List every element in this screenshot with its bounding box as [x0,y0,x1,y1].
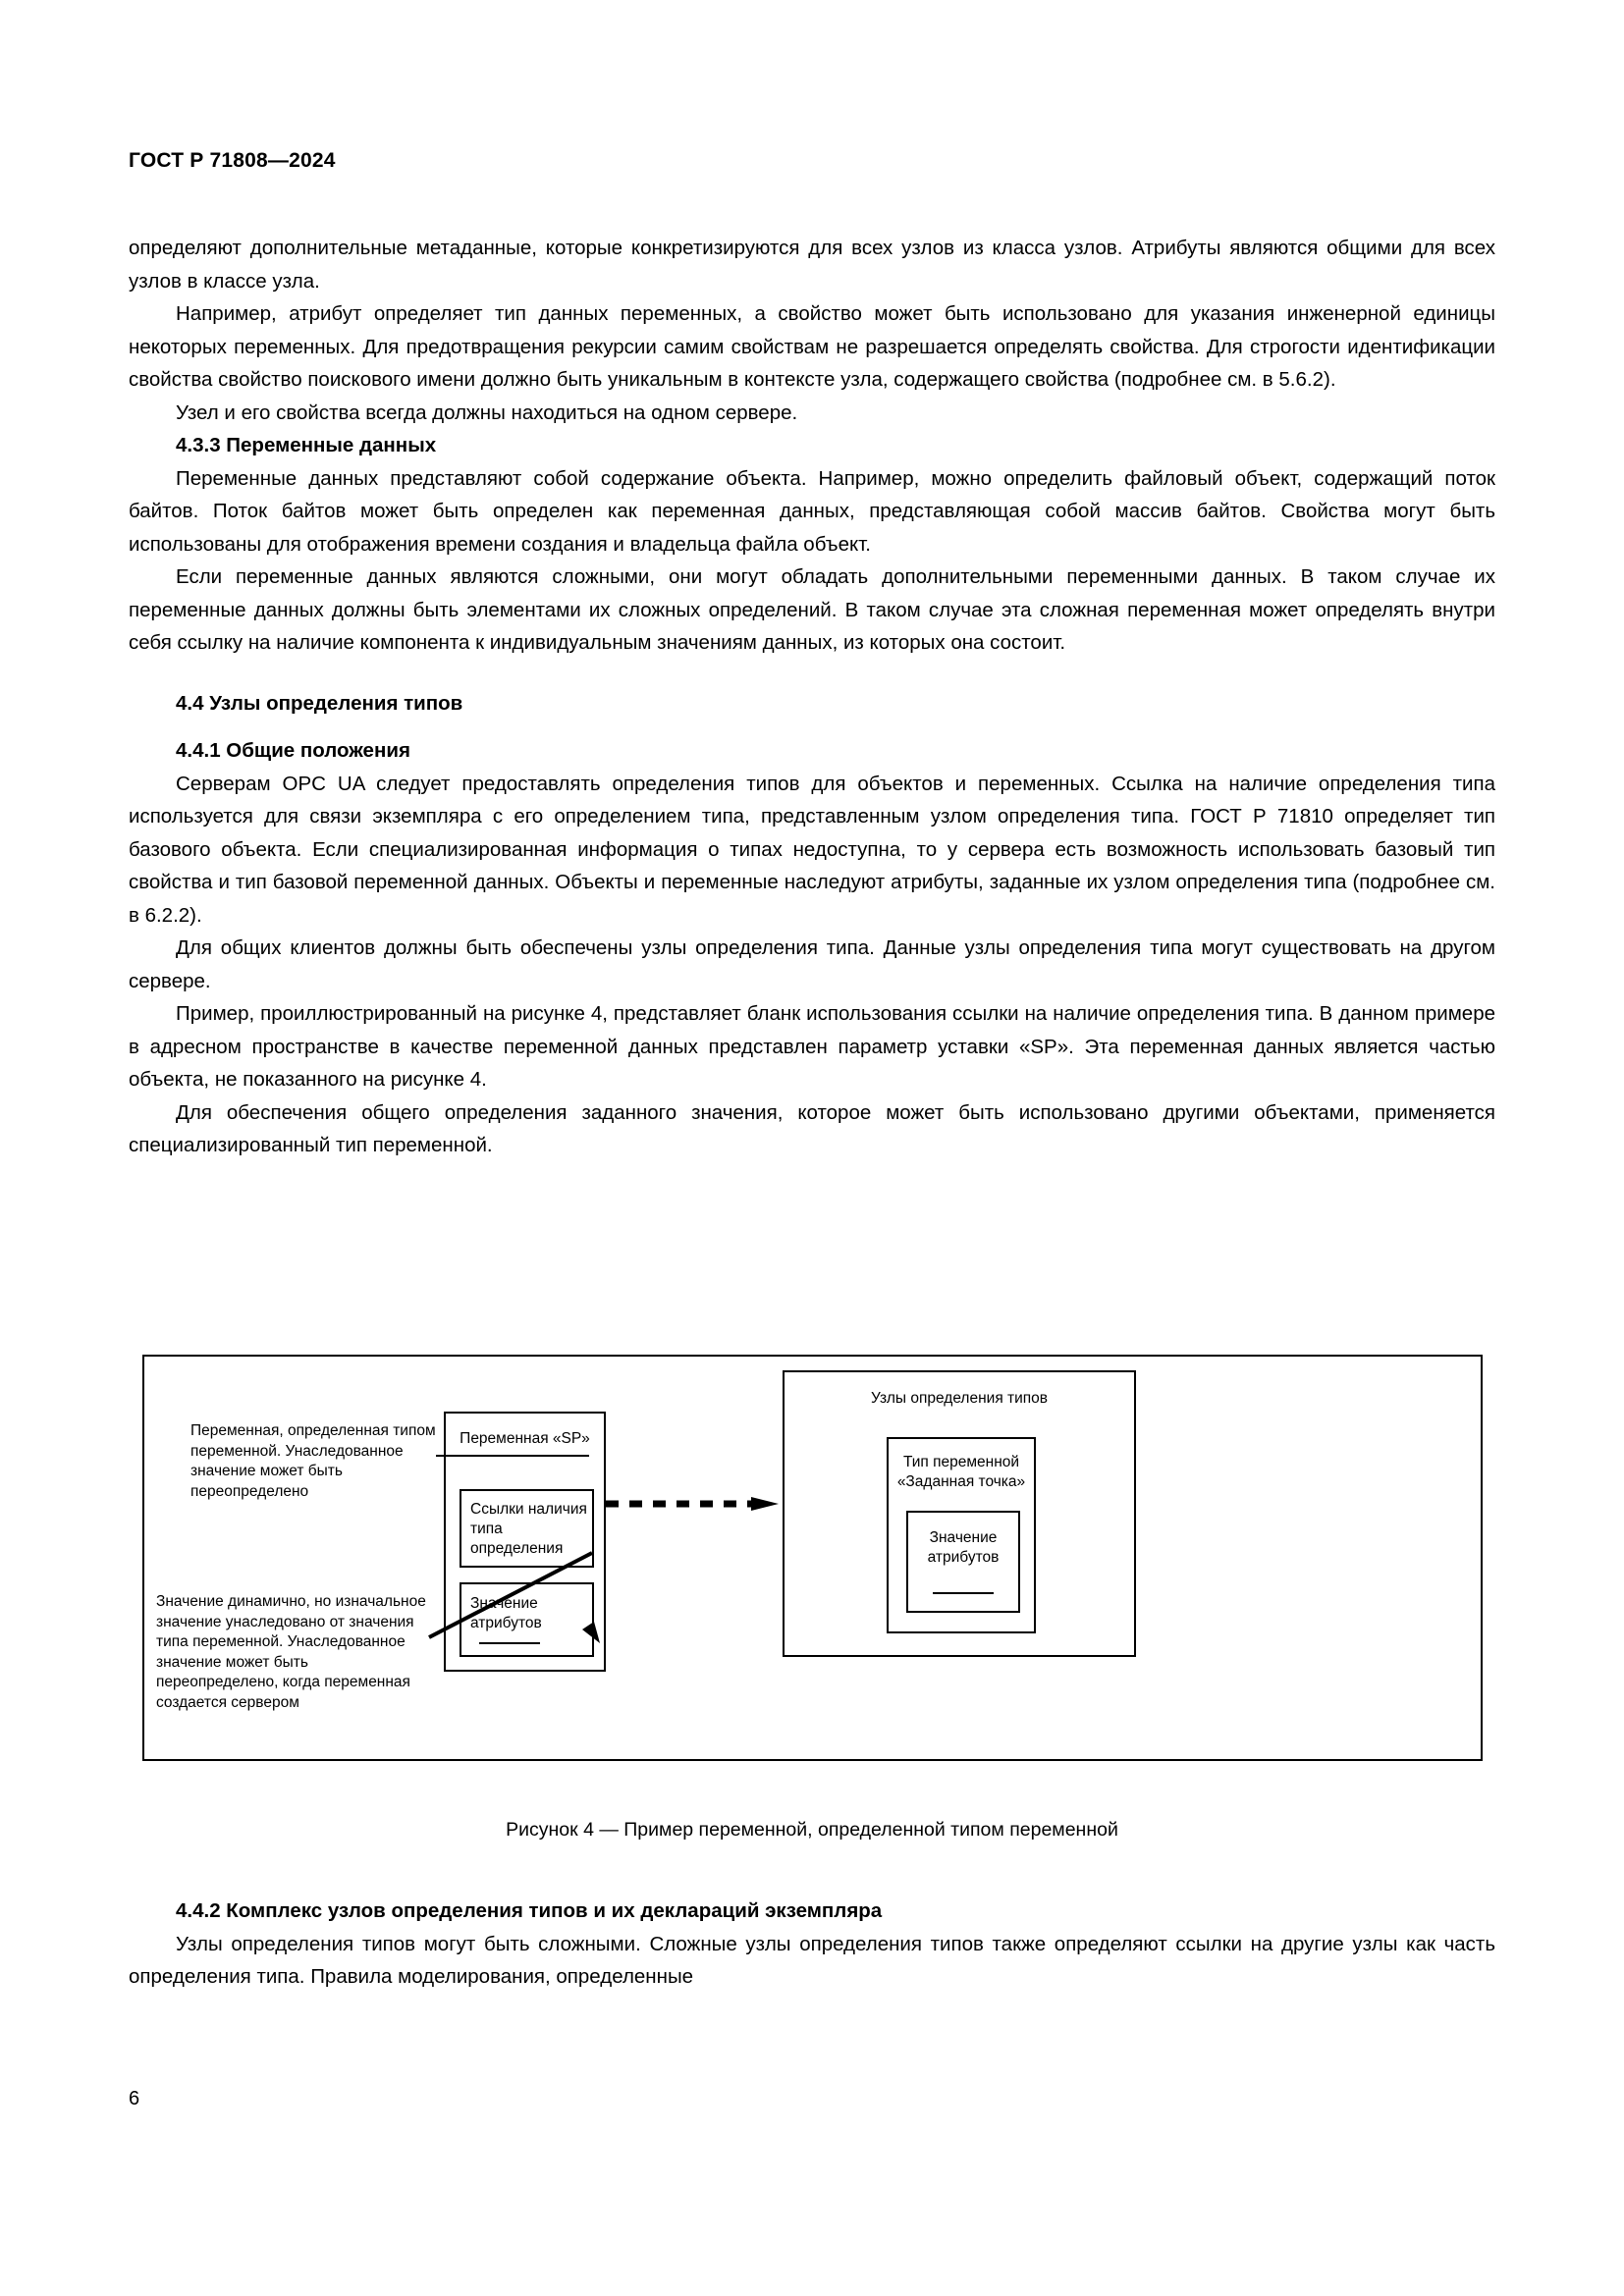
underline-rule [479,1642,540,1644]
attribute-value-box [460,1582,594,1657]
paragraph-5: Если переменные данных являются сложными, они могут обладать дополнительными переменными данных. В таком случае их переменные данных должны быть элементами их сложных определений. В таком случае эта сложная переменная может определять внутри себя ссылку на наличие компонента к индивидуальным значениям данных, из которых она состоит. [129,565,1495,654]
underline-rule [933,1592,994,1594]
standard-header: ГОСТ Р 71808—2024 [129,149,336,172]
figure-4 [142,1355,1483,1761]
paragraph-7: Для общих клиентов должны быть обеспечены узлы определения типа. Данные узлы определения типа могут существовать на другом сервере. [129,936,1495,992]
heading-4-4-2: 4.4.2 Комплекс узлов определения типов и их деклараций экземпляра [176,1899,883,1922]
heading-4-4: 4.4 Узлы определения типов [176,691,463,715]
paragraph-1: определяют дополнительные метаданные, которые конкретизируются для всех узлов из класса узлов. Атрибуты являются общими для всех узлов в классе узла. [129,237,1495,293]
paragraph-3: Узел и его свойства всегда должны находиться на одном сервере. [176,400,798,424]
body-text-top [129,232,1495,1162]
paragraph-10: Узлы определения типов могут быть сложными. Сложные узлы определения типов также определяют ссылки на другие узлы как часть определения типа. Правила моделирования, определенные [129,1932,1495,1988]
paragraph-8: Пример, проиллюстрированный на рисунке 4, представляет бланк использования ссылки на наличие определения типа. В данном примере в адресном пространстве в качестве переменной данных представлен параметр уставки «SP». Эта переменная данных является частью объекта, не показанного на рисунке 4. [129,1002,1495,1091]
figure-caption: Рисунок 4 — Пример переменной, определенной типом переменной [506,1819,1118,1841]
variable-sp-title: Переменная «SP» [460,1430,590,1447]
body-text-bottom [129,1895,1495,1994]
spacer [129,660,1495,687]
figure-annotation-bottom-left: Значение динамично, но изначальное значение унаследовано от значения типа переменной. Унаследованное значение может быть переопределено, когда переменная создается сервером [156,1593,426,1711]
heading-4-4-1: 4.4.1 Общие положения [176,739,410,762]
paragraph-6: Серверам OPC UA следует предоставлять определения типов для объектов и переменных. Ссылка на наличие определения типа используется для связи экземпляра с его определением типа, представленным узлом определения типа. ГОСТ Р 71810 определяет тип базового объекта. Если специализированная информация о типах недоступна, то у сервера есть возможность использовать базовый тип свойства и тип базовой переменной данных. Объекты и переменные наследуют атрибуты, заданные их узлом определения типа (подробнее см. в 6.2.2). [129,772,1495,927]
setpoint-type-title: Тип переменной «Заданная точка» [896,1454,1026,1490]
variable-sp-box [444,1412,606,1672]
spacer [129,720,1495,734]
type-definition-nodes-title: Узлы определения типов [870,1390,1049,1407]
type-definition-nodes-group [783,1370,1136,1657]
type-attribute-value-box [906,1511,1020,1613]
setpoint-type-box [887,1437,1036,1633]
page-number: 6 [129,2088,140,2109]
dashed-arrow-icon [606,1497,779,1511]
paragraph-9: Для обеспечения общего определения заданного значения, которое может быть использовано другими объектами, применяется специализированный тип переменной. [129,1100,1495,1156]
type-attribute-value-label: Значение атрибутов [927,1529,1000,1566]
heading-4-3-3: 4.3.3 Переменные данных [176,434,437,456]
paragraph-4: Переменные данных представляют собой содержание объекта. Например, можно определить файловый объект, содержащий поток байтов. Поток байтов может быть определен как переменная данных, представляющая собой массив байтов. Свойства могут быть использованы для отображения времени создания и владельца файла объект. [129,466,1495,556]
figure-annotation-top-left: Переменная, определенная типом переменной. Унаследованное значение может быть переопределено [190,1422,436,1500]
paragraph-2: Например, атрибут определяет тип данных переменных, а свойство может быть использовано для указания инженерной единицы некоторых переменных. Для предотвращения рекурсии самим свойствам не разрешается определять свойства. Для строгости идентификации свойства свойство поискового имени должно быть уникальным в контексте узла, содержащего свойства (подробнее см. в 5.6.2). [129,302,1495,391]
figure-frame [142,1355,1483,1761]
type-definition-references-box: Ссылки наличия типа определения [460,1489,594,1568]
attribute-value-label: Значение атрибутов [470,1595,542,1631]
